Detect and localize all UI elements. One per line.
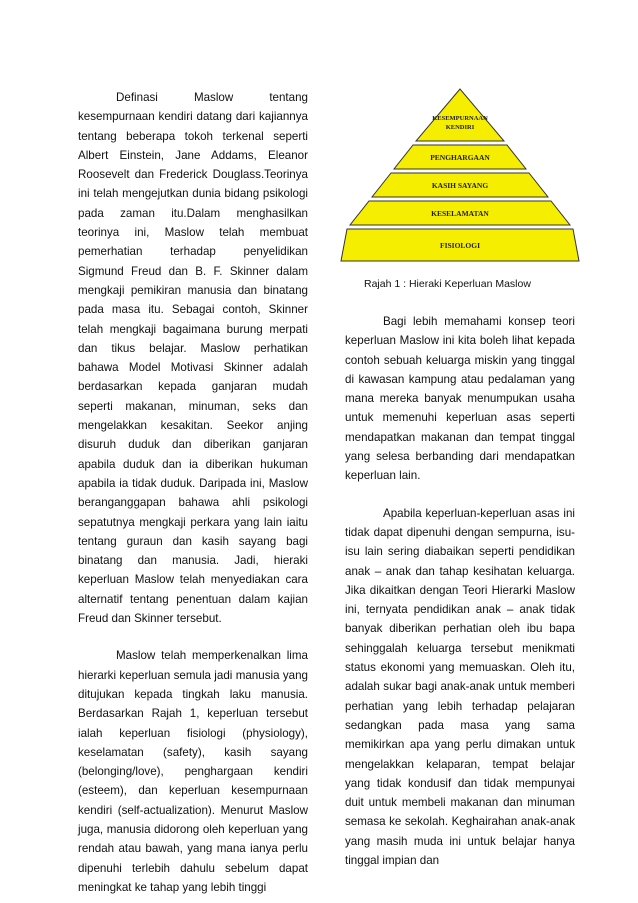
figure-caption: Rajah 1 : Hieraki Keperluan Maslow — [364, 278, 531, 290]
paragraph-maslow-definition: Definasi Maslow tentang kesempurnaan kendiri datang dari kajiannya tentang beberapa tokoh terkenal seperti Albert Einstein, Jane Addams, Eleanor Roosevelt dan Frederick Douglass.Teorinya ini telah mengejutkan dunia bidang psikologi pada zaman itu.Dalam menghasilkan teorinya ini, Maslow telah membuat pemerhatian terhadap penyelidikan Sigmund Freud dan B. F. Skinner dalam mengkaji pemikiran manusia dan binatang pada masa itu. Sebagai contoh, Skinner telah mengkaji bagaimana burung merpati dan tikus belajar. Maslow perhatikan bahawa Model Motivasi Skinner adalah berdasarkan kepada ganjaran mudah seperti makanan, minuman, seks dan mengelakkan kesakitan. Seekor anjing disuruh duduk dan diberikan ganjaran apabila duduk dan ia diberikan hukuman apabila ia tidak duduk. Daripada ini, Maslow beranganggapan bahawa ahli psikologi sepatutnya mengkaji perkara yang lain iaitu tentang guraun dan kasih sayang bagi binatang dan manusia. Jadi, hieraki keperluan Maslow telah menyediakan cara alternatif tentang penentuan dalam kajian Freud dan Skinner tersebut. — [78, 91, 308, 626]
level-label-physiology: FISIOLOGI — [439, 241, 481, 250]
left-column — [78, 88, 308, 897]
paragraph-five-hierarchy: Maslow telah memperkenalkan lima hierarki keperluan semula jadi manusia yang ditujukan kepada tingkah laku manusia. Berdasarkan Rajah 1, keperluan tersebut ialah keperluan fisiologi (physiology), keselamatan (safety), kasih sayang (belonging/love), penghargaan kendiri (esteem), dan keperluan kesempurnaan kendiri (self-actualization). Menurut Maslow juga, manusia didorong oleh keperluan yang rendah atau bawah, yang mana ianya perlu dipenuhi terlebih dahulu sebelum dapat meningkat ke tahap yang lebih tinggi — [78, 649, 308, 894]
maslow-pyramid-figure — [340, 87, 580, 263]
right-column — [345, 312, 575, 870]
paragraph-basic-needs: Apabila keperluan-keperluan asas ini tidak dapat dipenuhi dengan sempurna, isu- isu lain sering diabaikan seperti pendidikan anak – anak dan tahap kesihatan keluarga. Jika dikaitkan dengan Teori Hierarki Maslow ini, ternyata pendidikan anak – anak tidak banyak diberikan perhatian oleh ibu bapa sehinggalah keluarga tersebut menikmati status ekonomi yang memuaskan. Oleh itu, adalah sukar bagi anak-anak untuk memberi perhatian yang lebih terhadap pelajaran sedangkan pada masa yang sama memikirkan apa yang perlu dimakan untuk mengelakkan kelaparan, tempat belajar yang tidak kondusif dan tidak mempunyai duit untuk membeli makanan dan minuman semasa ke sekolah. Keghairahan anak-anak yang masih muda ini untuk belajar hanya tinggal impian dan — [345, 506, 575, 868]
level-label-safety: KESELAMATAN — [431, 209, 489, 218]
level-label-love: KASIH SAYANG — [431, 181, 489, 190]
paragraph-example-family: Bagi lebih memahami konsep teori keperluan Maslow ini kita boleh lihat kepada contoh sebuah keluarga miskin yang tinggal di kawasan kampung atau pedalaman yang mana mereka banyak menumpukan usaha untuk memenuhi keperluan asas seperti mendapatkan makanan dan tempat tinggal yang selesa berbanding dari mendapatkan keperluan lain. — [345, 315, 575, 483]
level-label-esteem: PENGHARGAAN — [430, 153, 490, 162]
level-label-self-actualization: KESEMPURNAAN KENDIRI — [432, 115, 488, 131]
